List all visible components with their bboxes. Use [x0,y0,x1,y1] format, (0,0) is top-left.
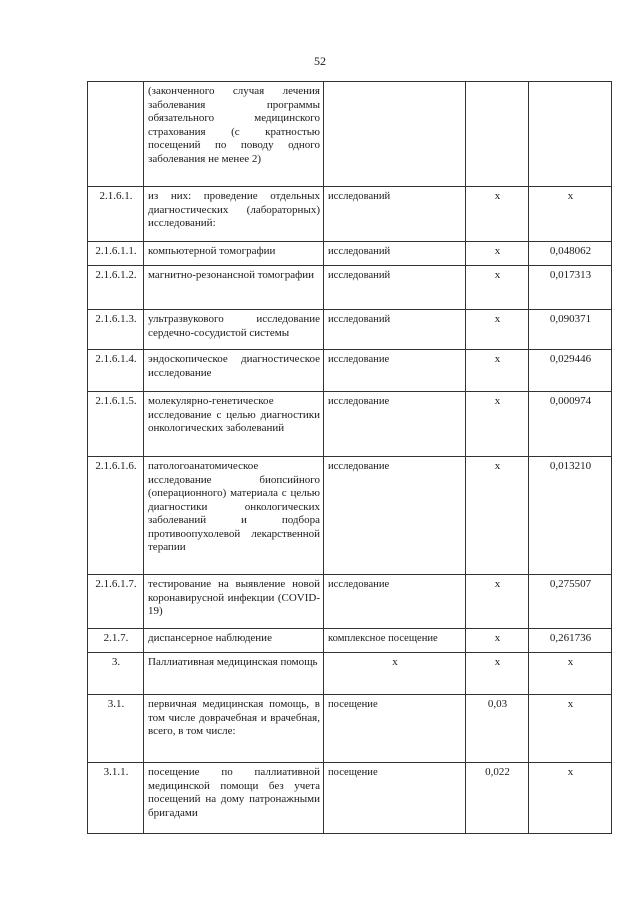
row-value2-cell: х [529,653,612,695]
row-value2-cell: 0,048062 [529,242,612,266]
row-value2-cell: 0,000974 [529,392,612,457]
row-name-cell: посещение по паллиативной медицинской помощи без учета посещений на дому патронажными бригадами [144,763,324,834]
row-unit-cell: посещение [324,763,466,834]
table-row [88,187,612,242]
data-table [87,81,612,834]
row-name-cell: диспансерное наблюдение [144,629,324,653]
row-name-cell: эндоскопическое диагностическое исследование [144,350,324,392]
row-number-cell: 2.1.6.1.3. [88,310,144,350]
row-value2-cell: 0,275507 [529,575,612,629]
row-unit-cell: исследований [324,242,466,266]
table-row [88,457,612,575]
row-value2-cell: х [529,695,612,763]
row-value2-cell: 0,029446 [529,350,612,392]
row-name-cell: Паллиативная медицинская помощь [144,653,324,695]
row-number-cell: 2.1.6.1.5. [88,392,144,457]
row-name-cell: из них: проведение отдельных диагностических (лабораторных) исследований: [144,187,324,242]
row-unit-cell: исследование [324,350,466,392]
row-number-cell [88,82,144,187]
row-number-cell: 2.1.6.1.2. [88,266,144,310]
table-row [88,242,612,266]
row-name-cell: магнитно-резонансной томографии [144,266,324,310]
row-unit-cell: исследований [324,266,466,310]
row-number-cell: 2.1.6.1.4. [88,350,144,392]
table-row [88,629,612,653]
table-row [88,82,612,187]
row-value1-cell: 0,03 [466,695,529,763]
row-value1-cell: 0,022 [466,763,529,834]
table-row [88,695,612,763]
row-name-cell: ультразвукового исследование сердечно-сосудистой системы [144,310,324,350]
row-unit-cell: исследование [324,575,466,629]
row-value2-cell: 0,261736 [529,629,612,653]
table-row [88,350,612,392]
row-value1-cell: х [466,653,529,695]
row-number-cell: 2.1.6.1. [88,187,144,242]
row-unit-cell: х [324,653,466,695]
row-value1-cell: х [466,629,529,653]
row-value1-cell: х [466,187,529,242]
row-value2-cell: х [529,187,612,242]
row-number-cell: 3.1. [88,695,144,763]
row-value2-cell [529,82,612,187]
row-name-cell: компьютерной томографии [144,242,324,266]
table-row [88,392,612,457]
row-value1-cell: х [466,310,529,350]
row-name-cell: первичная медицинская помощь, в том числе доврачебная и врачебная, всего, в том числе: [144,695,324,763]
row-value1-cell: х [466,242,529,266]
row-unit-cell [324,82,466,187]
page-number: 52 [314,54,326,68]
row-value1-cell: х [466,575,529,629]
row-name-cell: патологоанатомическое исследование биопсийного (операционного) материала с целью диагностики онкологических заболеваний и подбора противоопухолевой лекарственной терапии [144,457,324,575]
row-name-cell: тестирование на выявление новой коронавирусной инфекции (COVID-19) [144,575,324,629]
row-name-cell: молекулярно-генетическое исследование с целью диагностики онкологических заболеваний [144,392,324,457]
row-value1-cell: х [466,350,529,392]
row-number-cell: 2.1.6.1.1. [88,242,144,266]
row-number-cell: 2.1.7. [88,629,144,653]
table-row [88,575,612,629]
table-row [88,763,612,834]
row-value1-cell: х [466,266,529,310]
row-unit-cell: исследований [324,310,466,350]
row-unit-cell: посещение [324,695,466,763]
row-value1-cell [466,82,529,187]
row-unit-cell: исследований [324,187,466,242]
row-value2-cell: х [529,763,612,834]
row-unit-cell: исследование [324,392,466,457]
row-value1-cell: х [466,392,529,457]
row-number-cell: 3. [88,653,144,695]
table-row [88,653,612,695]
row-number-cell: 2.1.6.1.7. [88,575,144,629]
row-number-cell: 2.1.6.1.6. [88,457,144,575]
row-value2-cell: 0,017313 [529,266,612,310]
row-value1-cell: х [466,457,529,575]
row-unit-cell: исследование [324,457,466,575]
row-value2-cell: 0,090371 [529,310,612,350]
table-row [88,310,612,350]
row-number-cell: 3.1.1. [88,763,144,834]
table-row [88,266,612,310]
row-name-cell: (законченного случая лечения заболевания программы обязательного медицинского страхования (с кратностью посещений по поводу одного заболевания не менее 2) [144,82,324,187]
row-value2-cell: 0,013210 [529,457,612,575]
row-unit-cell: комплексное посещение [324,629,466,653]
